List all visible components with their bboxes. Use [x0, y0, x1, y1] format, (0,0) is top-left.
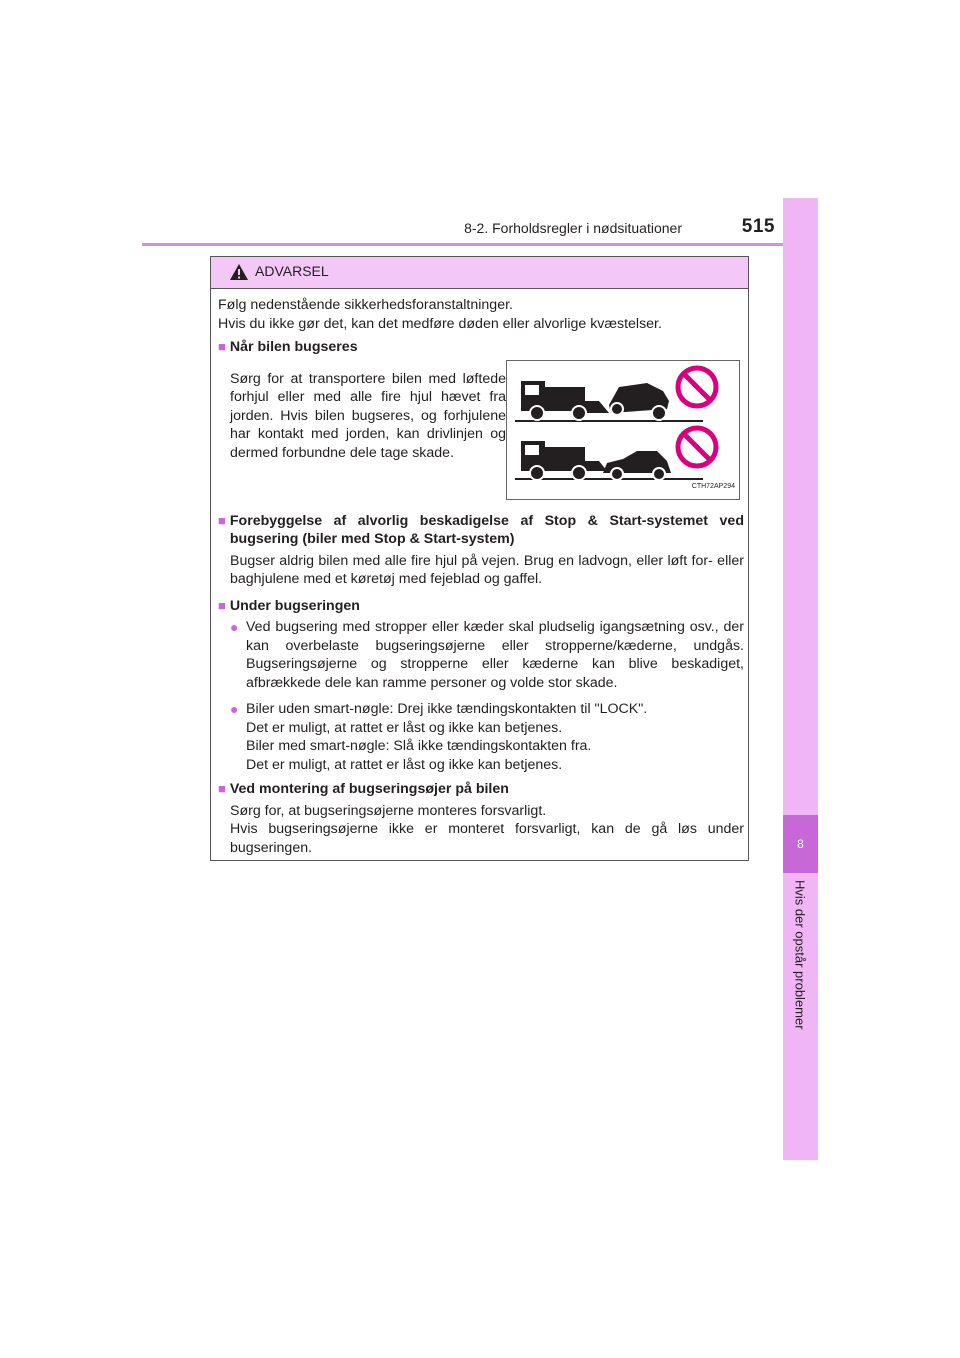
towing-heading-row	[218, 338, 744, 357]
square-bullet-icon: ■	[218, 597, 226, 613]
towing-illustration	[506, 360, 740, 500]
warning-title: ADVARSEL	[255, 263, 329, 279]
chapter-title-vertical	[775, 880, 825, 1060]
mounting-line-1: Sørg for, at bugseringsøjerne monteres forsvarligt.	[230, 802, 547, 819]
during-heading-row	[218, 597, 744, 616]
chapter-title: Hvis der opstår problemer	[792, 880, 808, 1030]
warning-content	[218, 296, 744, 857]
square-bullet-icon: ■	[218, 781, 226, 796]
square-bullet-icon: ■	[218, 512, 226, 528]
stop-start-heading: Forebyggelse af alvorlig beskadigelse af Stop & Start-systemet ved bugsering (biler med Stop & Start-system)	[229, 512, 744, 547]
during-bullet-1-text: Ved bugsering med stropper eller kæder skal pludselig igangsætning osv., der kan overbelaste bugseringsøjerne eller stropperne/kæderne, undgås. Bugseringsøjerne og stropperne eller kæderne kan blive beskadiget, afbrækkede dele kan ramme personer og volde stor skade.	[246, 619, 744, 691]
towing-heading: Når bilen bugseres	[229, 339, 358, 355]
mounting-line-2: Hvis bugseringsøjerne ikke er monteret forsvarligt, kan de gå løs under bugseringen.	[230, 821, 744, 856]
during-bullet-2-line-1: Biler uden smart-nøgle: Drej ikke tændingskontakten til "LOCK".	[246, 701, 648, 717]
circle-bullet-icon: ●	[230, 701, 239, 717]
chapter-number: 8	[797, 837, 804, 851]
during-bullet-2-line-3: Biler med smart-nøgle: Slå ikke tændingskontakten fra.	[246, 738, 592, 754]
towing-text: Sørg for at transportere bilen med løftede forhjul eller med alle fire hjul hævet fra jorden. Hvis bilen bugseres, og forhjulene har kontakt med jorden, kan drivlinjen og dermed forbundne dele tage skade.	[230, 370, 506, 461]
during-bullet-1	[218, 618, 744, 692]
during-bullet-2	[218, 700, 744, 774]
mounting-heading: Ved montering af bugseringsøjer på bilen	[229, 781, 509, 797]
chapter-number-box	[783, 815, 818, 873]
warning-header	[211, 257, 748, 289]
intro-line-1: Følg nedenstående sikkerhedsforanstaltninger.	[218, 297, 513, 313]
stop-start-text: Bugser aldrig bilen med alle fire hjul på vejen. Brug en ladvogn, eller løft for- eller baghjulene med et køretøj med fejeblad og gaffel.	[230, 552, 744, 587]
square-bullet-icon: ■	[218, 339, 226, 354]
header-rule	[142, 243, 818, 246]
towing-section	[218, 360, 744, 500]
stop-start-heading-row	[218, 512, 744, 549]
figure-caption: CTH72AP294	[691, 483, 735, 490]
intro-line-2: Hvis du ikke gør det, kan det medføre døden eller alvorlige kvæstelser.	[218, 315, 662, 332]
circle-bullet-icon: ●	[230, 619, 239, 635]
during-bullet-2-line-4: Det er muligt, at rattet er låst og ikke kan betjenes.	[246, 756, 563, 773]
page-number: 515	[741, 216, 775, 237]
during-bullet-2-text	[246, 700, 647, 774]
during-heading: Under bugseringen	[229, 597, 360, 614]
during-bullet-2-line-2: Det er muligt, at rattet er låst og ikke kan betjenes.	[246, 719, 563, 736]
section-title: 8-2. Forholdsregler i nødsituationer	[464, 220, 682, 236]
mounting-heading-row	[218, 780, 744, 799]
warning-triangle-icon	[229, 263, 249, 281]
